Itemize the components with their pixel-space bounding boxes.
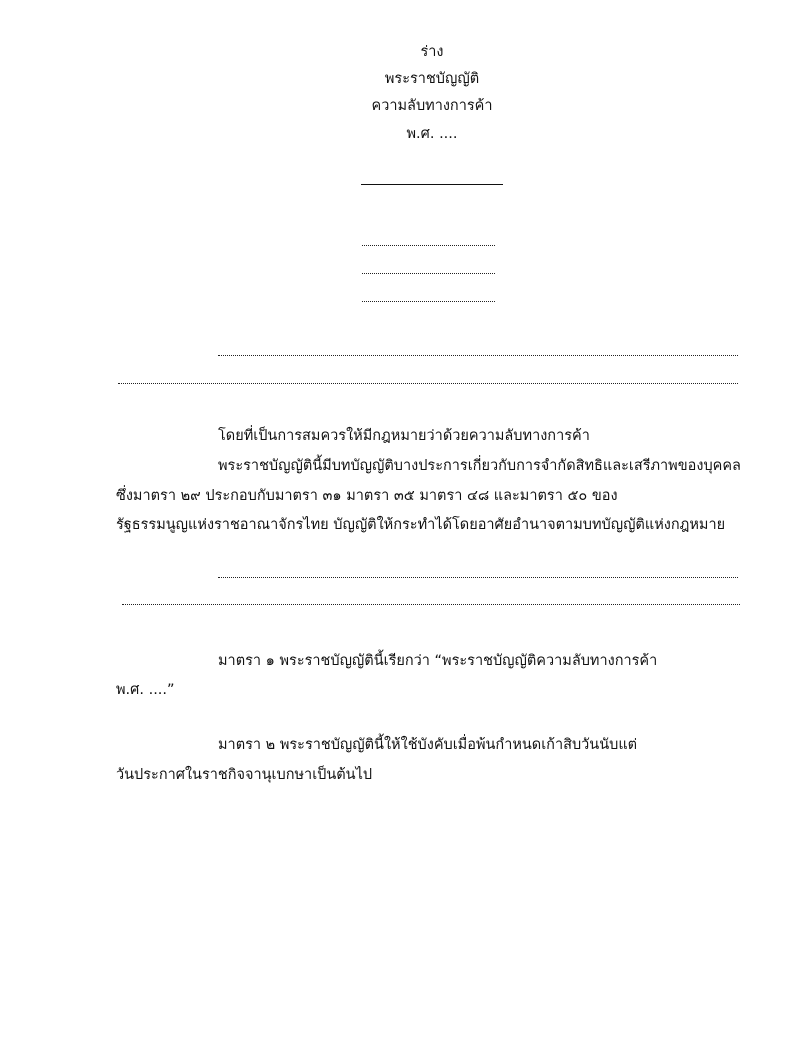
dotted-line-2 — [362, 273, 495, 274]
section-2-line-1: มาตรา ๒ พระราชบัญญัตินี้ให้ใช้บังคับเมื่อพ้นกำหนดเก้าสิบวันนับแต่ — [218, 737, 638, 753]
preamble-line-4: รัฐธรรมนูญแห่งราชอาณาจักรไทย บัญญัติให้กระทำได้โดยอาศัยอำนาจตามบทบัญญัติแห่งกฎหมาย — [116, 517, 726, 533]
preamble-line-2: พระราชบัญญัตินี้มีบทบัญญัติบางประการเกี่ยวกับการจำกัดสิทธิและเสรีภาพของบุคคล — [218, 458, 741, 474]
dotted-line-4 — [218, 355, 738, 356]
dotted-line-1 — [362, 245, 495, 246]
section-2-line-2: วันประกาศในราชกิจจานุเบกษาเป็นต้นไป — [116, 767, 373, 783]
preamble-line-3: ซึ่งมาตรา ๒๙ ประกอบกับมาตรา ๓๑ มาตรา ๓๕ มาตรา ๔๘ และมาตรา ๕๐ ของ — [116, 488, 618, 504]
dotted-line-6 — [218, 577, 738, 578]
draft-label: ร่าง — [420, 44, 444, 60]
act-year: พ.ศ. .... — [406, 126, 458, 142]
dotted-line-7 — [122, 604, 740, 605]
dotted-line-3 — [362, 301, 495, 302]
act-subject: ความลับทางการค้า — [371, 98, 493, 114]
preamble-line-1: โดยที่เป็นการสมควรให้มีกฎหมายว่าด้วยความลับทางการค้า — [218, 428, 590, 444]
section-1-line-1: มาตรา ๑ พระราชบัญญัตินี้เรียกว่า “พระราชบัญญัติความลับทางการค้า — [218, 653, 658, 669]
act-title: พระราชบัญญัติ — [384, 71, 480, 87]
section-1-line-2: พ.ศ. ....” — [116, 682, 175, 698]
title-rule — [361, 184, 503, 185]
dotted-line-5 — [118, 383, 738, 384]
